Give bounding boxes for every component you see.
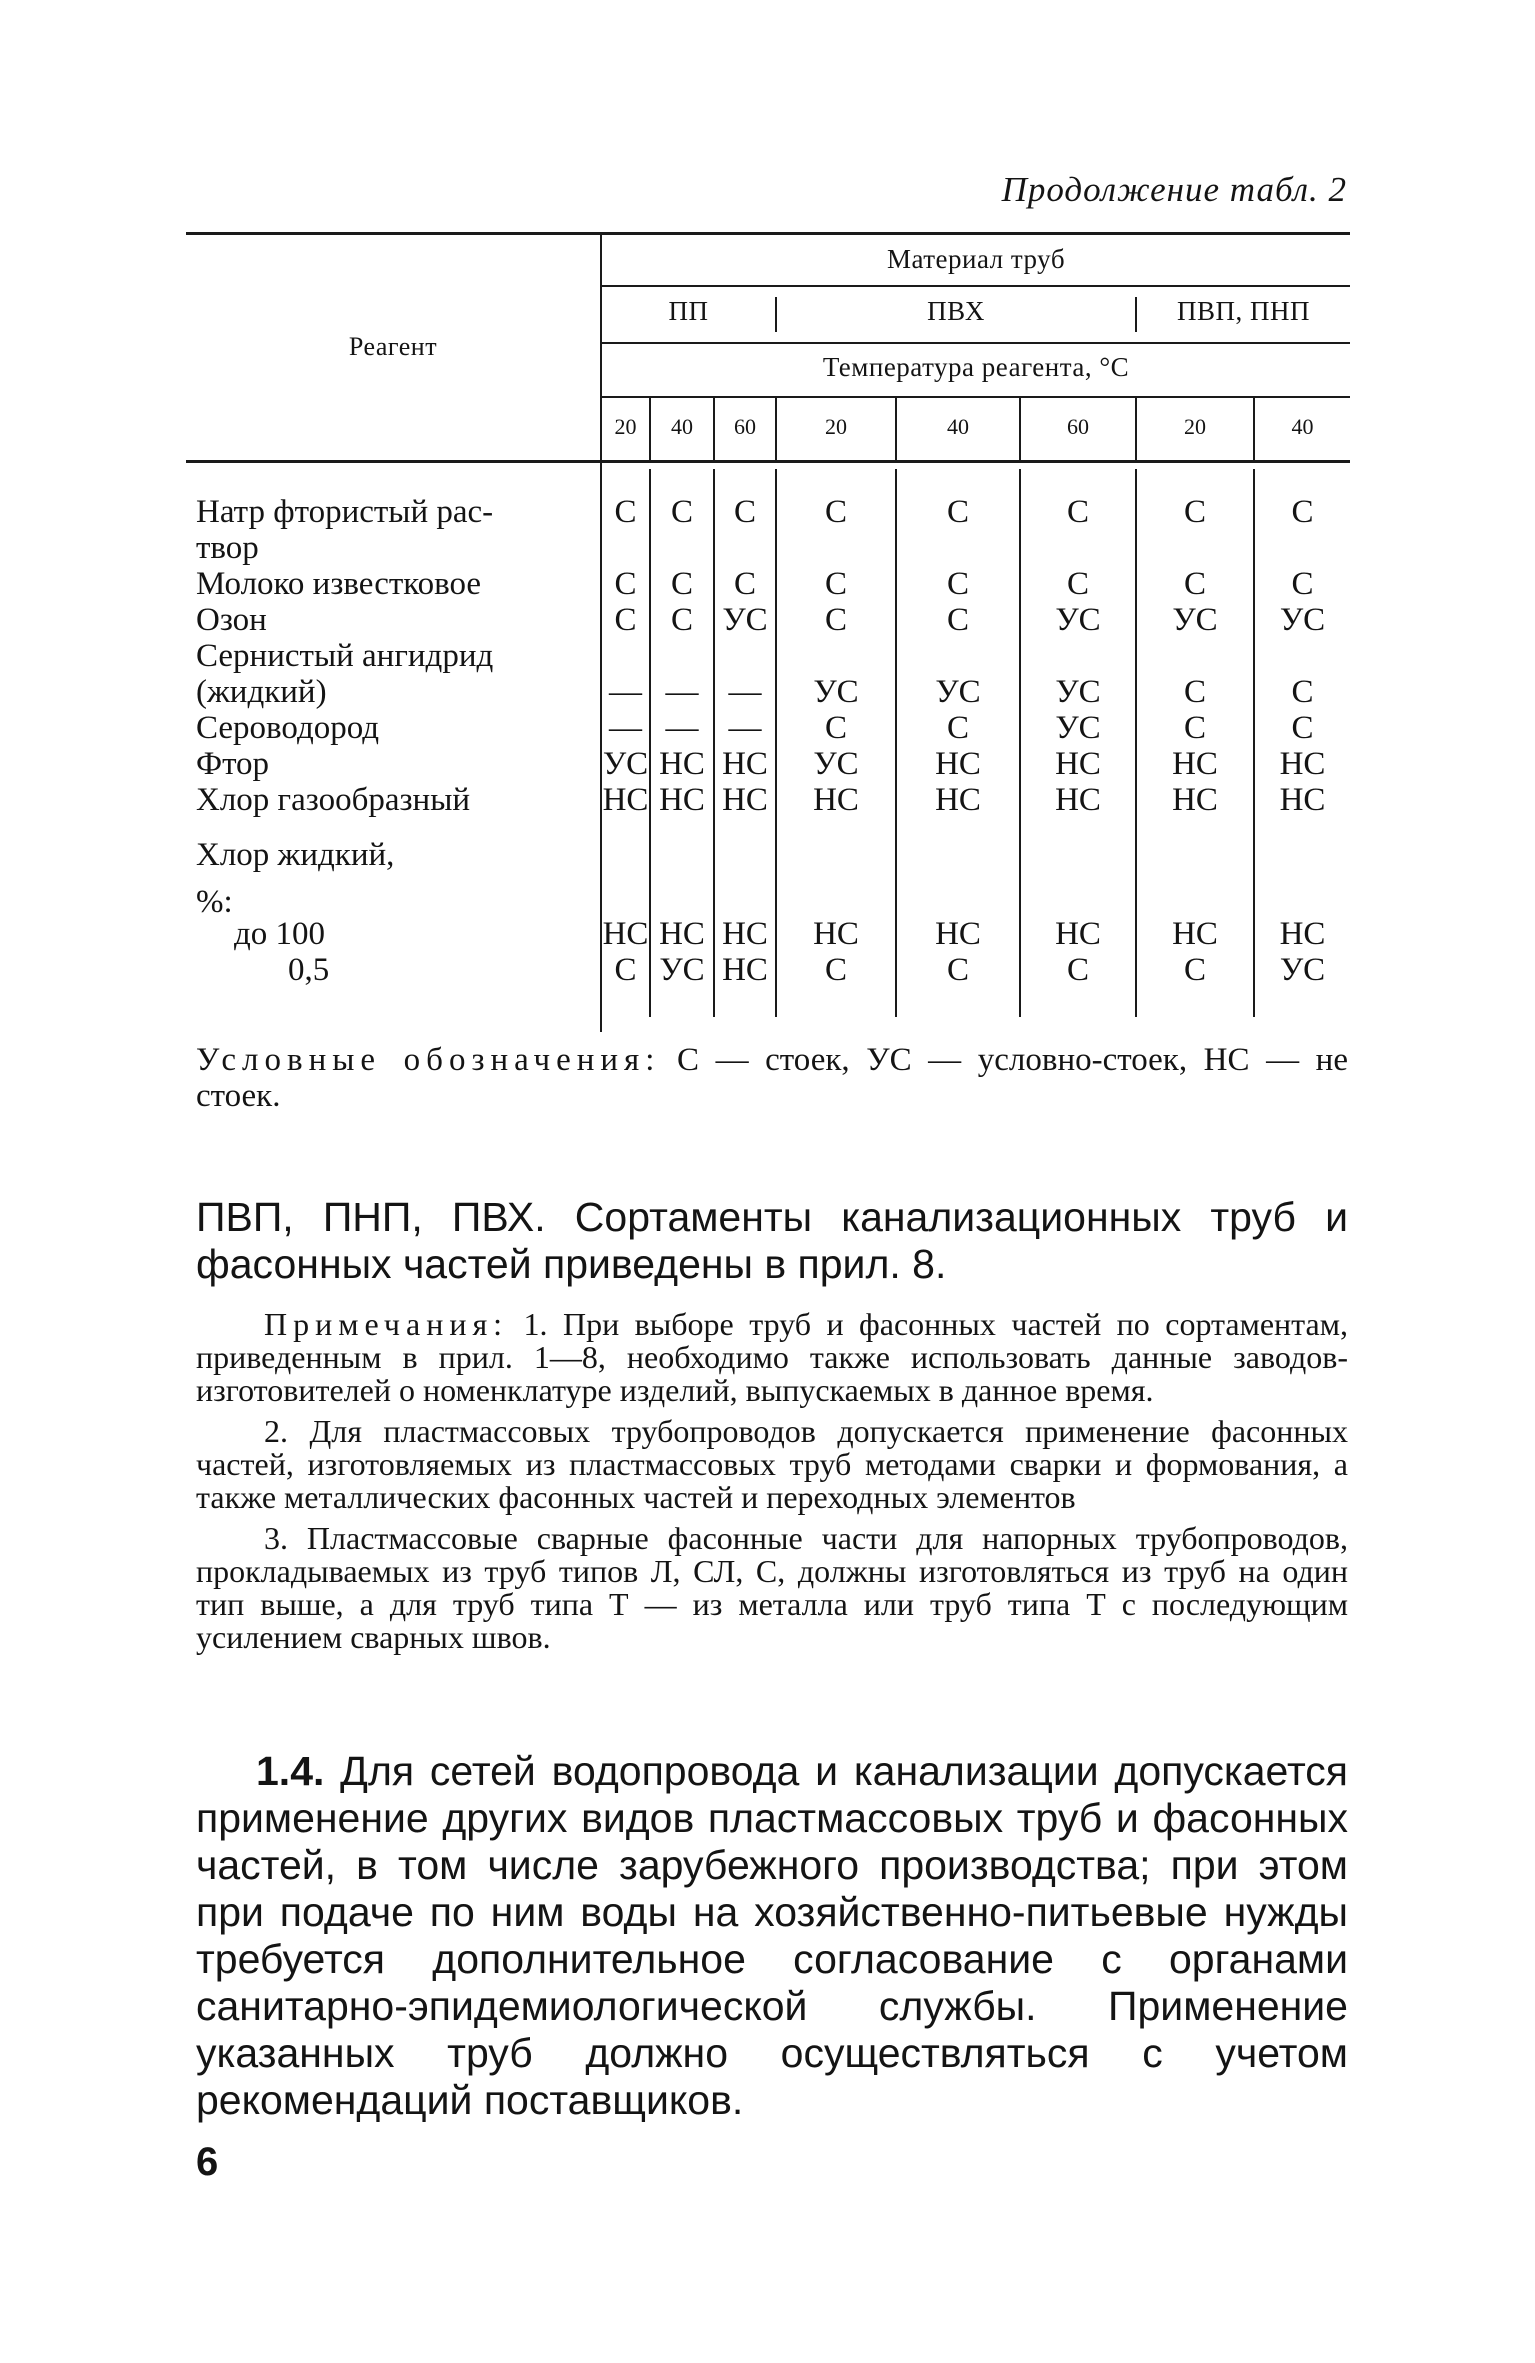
row-label: до 100	[234, 916, 326, 952]
resistance-value: НС	[1055, 916, 1101, 952]
note-2: 2. Для пластмассовых трубопроводов допускается применение фасонных частей, изготовляемых из пластмассовых труб методами сварки и формования, а также металлических фасонных частей и переходных элементов	[196, 1413, 1348, 1515]
resistance-value: НС	[813, 916, 859, 952]
resistance-value: С	[824, 602, 847, 638]
resistance-value: С	[733, 566, 756, 602]
row-label: Озон	[196, 602, 267, 638]
resistance-value: НС	[1279, 746, 1326, 782]
resistance-value: С	[1066, 952, 1089, 988]
resistance-value: НС	[602, 782, 649, 818]
resistance-value: УС	[722, 602, 768, 638]
resistance-value: НС	[813, 782, 859, 818]
temp-cell: 60	[1067, 414, 1089, 439]
resistance-value: НС	[722, 916, 768, 952]
row-label: Фтор	[196, 746, 270, 782]
resistance-value: С	[824, 566, 847, 602]
resistance-value: С	[1291, 494, 1314, 530]
resistance-value: С	[1183, 952, 1206, 988]
row-label: Молоко известковое	[196, 566, 482, 602]
resistance-value: —	[728, 710, 762, 746]
reagent-header: Реагент	[348, 332, 438, 361]
resistance-value: С	[946, 566, 969, 602]
resistance-value: С	[1066, 494, 1089, 530]
table-continuation-caption: Продолжение табл. 2	[1001, 170, 1347, 209]
resistance-value: УС	[1055, 602, 1101, 638]
resistance-value: НС	[659, 916, 705, 952]
temp-cell: 40	[671, 414, 693, 439]
resistance-value: С	[1183, 710, 1206, 746]
header-bottom-rule	[186, 460, 1350, 463]
resistance-value: УС	[602, 746, 649, 782]
resistance-value: НС	[1055, 746, 1101, 782]
resistance-value: С	[946, 952, 969, 988]
resistance-value: НС	[602, 916, 649, 952]
notes-title: Примечания:	[264, 1306, 509, 1342]
resistance-value: С	[1183, 566, 1206, 602]
resistance-value: УС	[659, 952, 705, 988]
row-label: %:	[196, 884, 233, 920]
row-label: твор	[196, 530, 259, 566]
resistance-value: —	[728, 674, 762, 710]
temp-cell: 60	[734, 414, 756, 439]
row-label: (жидкий)	[196, 674, 327, 710]
resistance-value: —	[609, 674, 642, 710]
table-top-rule	[186, 232, 1350, 235]
resistance-value: УС	[1279, 602, 1326, 638]
row-label: Хлор жидкий,	[196, 837, 395, 873]
temp-cell: 20	[825, 414, 847, 439]
resistance-value: НС	[722, 746, 768, 782]
legend-title: Условные обозначения:	[196, 1042, 661, 1078]
resistance-value: С	[1291, 710, 1314, 746]
resistance-value: НС	[722, 952, 768, 988]
temp-cell: 40	[947, 414, 969, 439]
temp-cell: 20	[614, 414, 637, 439]
temp-cell: 20	[1184, 414, 1206, 439]
row-label: Натр фтористый рас-	[196, 494, 494, 530]
resistance-value: НС	[659, 782, 705, 818]
row-label: Сероводород	[196, 710, 380, 746]
resistance-value: НС	[1172, 916, 1218, 952]
resistance-value: УС	[1055, 710, 1101, 746]
resistance-value: С	[1183, 494, 1206, 530]
resistance-value: —	[665, 674, 699, 710]
resistance-value: НС	[659, 746, 705, 782]
resistance-value: УС	[1172, 602, 1218, 638]
resistance-value: С	[824, 710, 847, 746]
resistance-value: НС	[1172, 746, 1218, 782]
section-number: 1.4.	[256, 1748, 325, 1794]
group-header-pp: ПП	[668, 296, 709, 326]
resistance-value: УС	[1055, 674, 1101, 710]
resistance-value: С	[614, 566, 637, 602]
resistance-value: С	[1291, 566, 1314, 602]
resistance-value: —	[665, 710, 699, 746]
row-label: Сернистый ангидрид	[196, 638, 494, 674]
resistance-value: С	[1291, 674, 1314, 710]
resistance-value: С	[670, 602, 693, 638]
resistance-value: НС	[935, 916, 981, 952]
page-number: 6	[196, 2140, 219, 2184]
resistance-value: С	[824, 952, 847, 988]
resistance-value: С	[670, 566, 693, 602]
resistance-value: С	[946, 494, 969, 530]
header-rule-2	[600, 342, 1350, 344]
resistance-value: УС	[813, 674, 859, 710]
group-header-pvp-pnp: ПВП, ПНП	[1176, 296, 1310, 326]
sortament-paragraph: ПВП, ПНП, ПВХ. Сортаменты канализационных труб и фасонных частей приведены в прил. 8.	[196, 1194, 1348, 1287]
section-1-4	[196, 1748, 1348, 2124]
notes-block	[196, 1308, 1348, 1654]
section-text: Для сетей водопровода и канализации допускается применение других видов пластмассовых труб и фасонных частей, в том числе зарубежного производства; при этом при подаче по ним воды на хозяйственно-питьевые нужды требуется дополнительное согласование с органами санитарно-эпидемиологической службы. Применение указанных труб должно осуществляться с учетом рекомендаций поставщиков.	[196, 1748, 1348, 2123]
resistance-value: С	[614, 602, 637, 638]
note-1-text: 1. При выборе труб и фасонных частей по сортаментам, приведенным в прил. 1—8, необходимо также использовать данные заводов-изготовителей о номенклатуре изделий, выпускаемых в данное время.	[196, 1306, 1348, 1408]
resistance-value: С	[733, 494, 756, 530]
resistance-value: НС	[935, 782, 981, 818]
resistance-value: С	[614, 952, 637, 988]
resistance-value: —	[609, 710, 642, 746]
group-header-pvh: ПВХ	[927, 296, 985, 326]
resistance-value: С	[946, 710, 969, 746]
resistance-value: С	[1183, 674, 1206, 710]
resistance-value: УС	[1279, 952, 1326, 988]
resistance-value: УС	[813, 746, 859, 782]
resistance-value: НС	[1279, 782, 1326, 818]
resistance-value: С	[1066, 566, 1089, 602]
material-header: Материал труб	[886, 244, 1066, 274]
note-1	[196, 1308, 1348, 1407]
legend-text: С — стоек, УС — условно-стоек, НС — не стоек.	[196, 1042, 1348, 1114]
resistance-value: НС	[722, 782, 768, 818]
legend	[196, 1042, 1348, 1114]
resistance-value: С	[824, 494, 847, 530]
resistance-value: НС	[1172, 782, 1218, 818]
resistance-value: УС	[935, 674, 981, 710]
row-label: 0,5	[288, 952, 330, 988]
header-rule-1	[600, 285, 1350, 287]
resistance-value: НС	[935, 746, 981, 782]
row-label: Хлор газообразный	[196, 782, 471, 818]
resistance-value: С	[946, 602, 969, 638]
temperature-header: Температура реагента, °С	[822, 352, 1130, 382]
chemical-resistance-table	[186, 232, 1350, 1032]
note-3: 3. Пластмассовые сварные фасонные части для напорных трубопроводов, прокладываемых из труб типов Л, СЛ, С, должны изготовляться из труб на один тип выше, а для труб типа Т — из металла или труб типа Т с последующим усилением сварных швов.	[196, 1520, 1348, 1655]
resistance-value: НС	[1055, 782, 1101, 818]
resistance-value: НС	[1279, 916, 1326, 952]
resistance-value: С	[670, 494, 693, 530]
resistance-value: С	[614, 494, 637, 530]
temp-cell: 40	[1291, 414, 1314, 439]
